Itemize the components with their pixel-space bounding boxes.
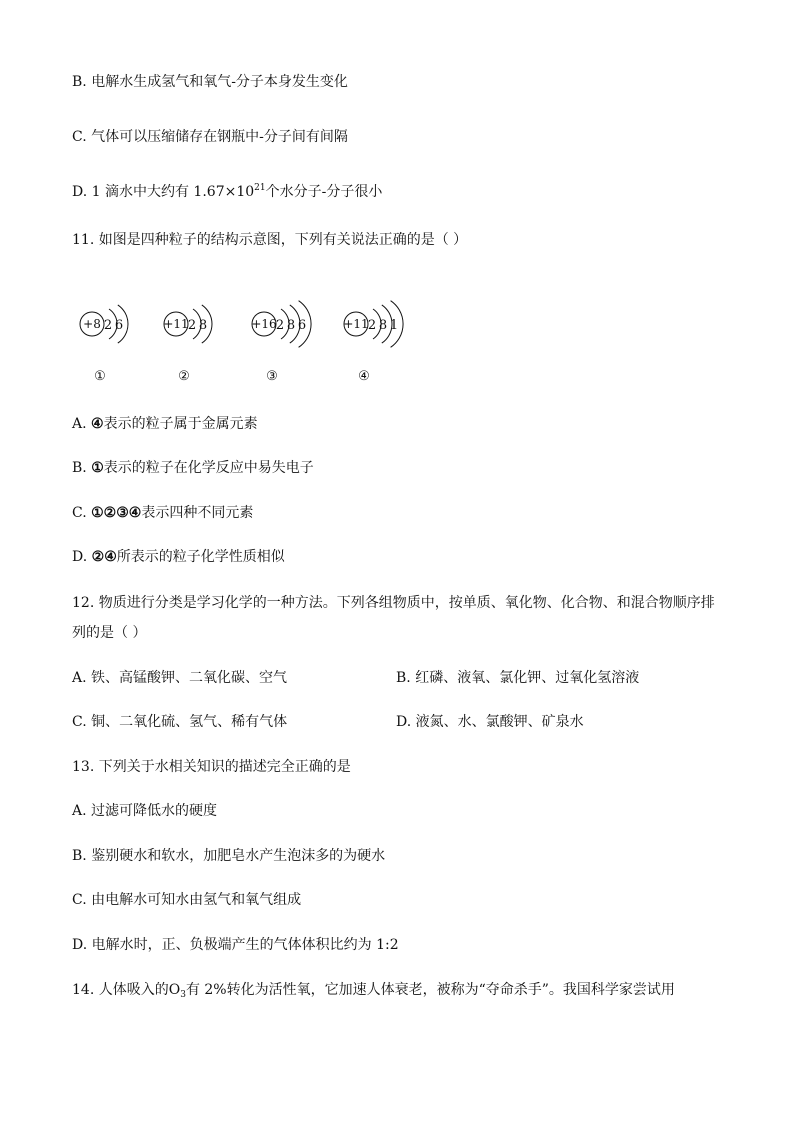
q11-option-b: [72, 458, 314, 478]
q11-a-mark: ④: [91, 416, 104, 432]
q11-b-mark: ①: [91, 460, 104, 476]
nucleus-charge: +11: [343, 317, 369, 331]
q11-a-prefix: A.: [72, 416, 92, 432]
q11-option-a: [72, 414, 258, 434]
q10-d-exponent: 21: [254, 183, 266, 193]
q10-d-tail: 个水分子-分子很小: [265, 184, 383, 200]
atom-1: [80, 305, 128, 384]
q13-option-a: A. 过滤可降低水的硬度: [72, 803, 218, 819]
q14-stem: [72, 980, 675, 1000]
q10-option-d: [72, 182, 382, 202]
shell-electron-count: 8: [378, 318, 388, 333]
q12-option-a: A. 铁、高锰酸钾、二氧化碳、空气: [72, 670, 288, 686]
q11-d-text: 所表示的粒子化学性质相似: [116, 549, 285, 565]
q13-option-c: C. 由电解水可知水由氢气和氧气组成: [72, 892, 302, 908]
q12-option-c: C. 铜、二氧化硫、氢气、稀有气体: [72, 714, 288, 730]
q14-subscript: 3: [180, 990, 186, 1000]
shell-electron-count: 2: [367, 318, 377, 333]
q13-option-d: D. 电解水时，正、负极端产生的气体体积比约为 1:2: [72, 937, 399, 953]
q11-option-c: [72, 503, 253, 523]
nucleus-charge: +16: [251, 317, 277, 331]
shell-electron-count: 2: [103, 318, 113, 333]
atom-4: [343, 301, 403, 384]
q11-b-prefix: B.: [72, 460, 92, 476]
q10-option-b: B. 电解水生成氢气和氧气-分子本身发生变化: [72, 74, 348, 90]
shell-electron-count: 6: [297, 318, 307, 333]
q12-option-d: D. 液氮、水、氯酸钾、矿泉水: [396, 714, 584, 730]
q11-stem: 11. 如图是四种粒子的结构示意图，下列有关说法正确的是（ ）: [72, 232, 468, 248]
shell-electron-count: 1: [389, 318, 399, 333]
q11-option-d: [72, 547, 285, 567]
q12-option-b: B. 红磷、液氧、氯化钾、过氧化氢溶液: [396, 670, 640, 686]
q11-c-mark: ①②③④: [91, 505, 142, 521]
atom-3: [251, 301, 311, 384]
atom-label: ③: [266, 369, 278, 384]
q11-d-prefix: D.: [72, 549, 92, 565]
atom-structure-diagram: [70, 282, 430, 387]
shell-electron-count: 8: [286, 318, 296, 333]
atom-label: ②: [178, 369, 190, 384]
shell-electron-count: 6: [114, 318, 124, 333]
q10-option-c: C. 气体可以压缩储存在钢瓶中-分子间有间隔: [72, 129, 348, 145]
shell-electron-count: 2: [275, 318, 285, 333]
atom-label: ④: [358, 369, 370, 384]
q11-b-text: 表示的粒子在化学反应中易失电子: [103, 460, 314, 476]
q12-stem-line1: 12. 物质进行分类是学习化学的一种方法。下列各组物质中，按单质、氧化物、化合物、和混合物顺序排: [72, 595, 715, 611]
q14-tail: 有 2%转化为活性氧，它加速人体衰老，被称为“夺命杀手”。我国科学家尝试用: [185, 982, 675, 998]
shell-electron-count: 2: [187, 318, 197, 333]
atom-label: ①: [94, 369, 106, 384]
q10-d-text: D. 1 滴水中大约有 1.67×10: [72, 184, 255, 200]
q11-c-text: 表示四种不同元素: [141, 505, 254, 521]
shell-electron-count: 8: [198, 318, 208, 333]
q13-option-b: B. 鉴别硬水和软水，加肥皂水产生泡沫多的为硬水: [72, 848, 386, 864]
q14-text: 14. 人体吸入的O: [72, 982, 181, 998]
q11-a-text: 表示的粒子属于金属元素: [103, 416, 258, 432]
q13-stem: 13. 下列关于水相关知识的描述完全正确的是: [72, 759, 351, 775]
nucleus-charge: +11: [163, 317, 189, 331]
nucleus-charge: +8: [83, 317, 101, 331]
q11-c-prefix: C.: [72, 505, 92, 521]
q11-d-mark: ②④: [91, 549, 117, 565]
q12-stem-line2: 列的是（ ）: [72, 625, 147, 641]
atom-2: [163, 305, 212, 384]
